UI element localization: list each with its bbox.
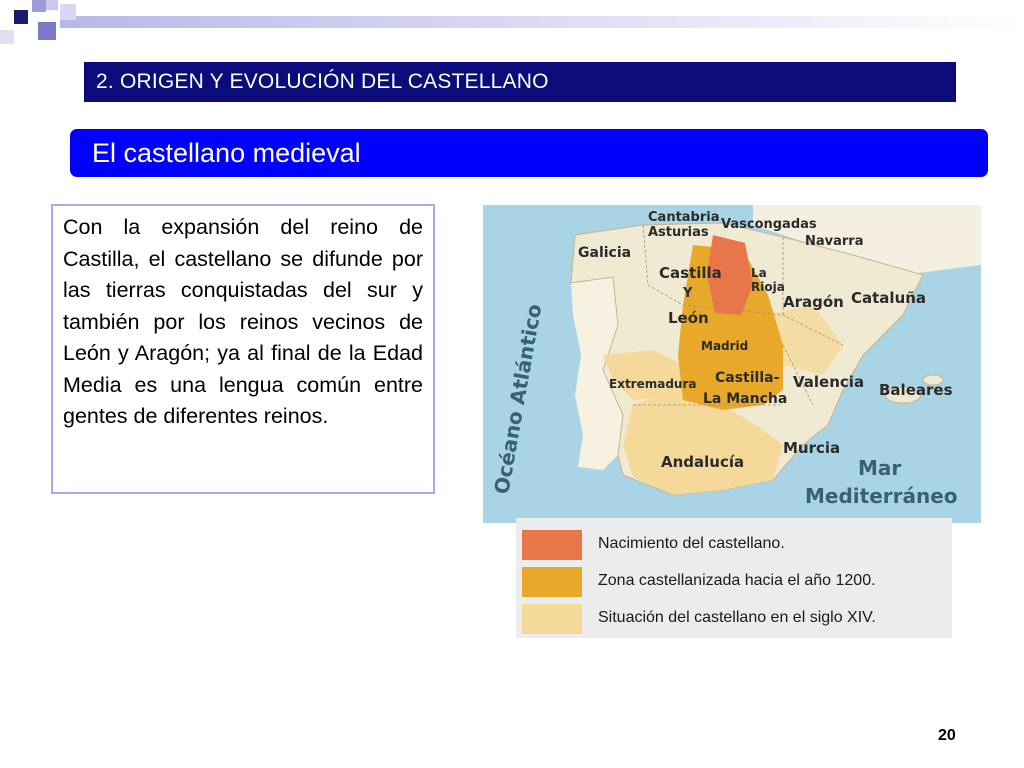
- label-vascongadas: Vascongadas: [721, 217, 817, 232]
- legend-swatch: [522, 604, 582, 634]
- section-title: 2. ORIGEN Y EVOLUCIÓN DEL CASTELLANO: [96, 70, 549, 93]
- sea-label-mediterraneo: Mediterráneo: [805, 484, 958, 508]
- body-text-box: [51, 204, 435, 494]
- label-rioja: Rioja: [751, 280, 785, 294]
- legend-swatch: [522, 567, 582, 597]
- label-galicia: Galicia: [578, 245, 632, 261]
- sea-label-mar: Mar: [858, 456, 902, 480]
- label-navarra: Navarra: [805, 234, 864, 249]
- label-madrid: Madrid: [701, 339, 749, 353]
- body-text: Con la expansión del reino de Castilla, el castellano se difunde por las tierras conquistadas del sur y también por los reinos vecinos de León y Aragón; ya al final de la Edad Media es una lengua común entre gentes de diferentes reinos.: [63, 215, 423, 428]
- legend-item: [522, 604, 942, 634]
- svg-text:Océano Atlántico: Océano Atlántico: [489, 302, 547, 496]
- section-header: [84, 62, 956, 102]
- legend-item: [522, 530, 942, 560]
- label-asturias: Asturias: [648, 225, 709, 240]
- legend-label: Situación del castellano en el siglo XIV.: [598, 609, 876, 626]
- slide-subtitle: El castellano medieval: [92, 138, 361, 168]
- top-decoration-bar: [0, 0, 1024, 46]
- legend-item: [522, 567, 942, 597]
- legend-label: Nacimiento del castellano.: [598, 535, 785, 552]
- label-leon: León: [668, 309, 709, 327]
- label-la-mancha: La Mancha: [703, 391, 788, 407]
- label-y: Y: [683, 286, 693, 301]
- label-cataluna: Cataluña: [851, 289, 927, 307]
- label-valencia: Valencia: [793, 373, 865, 391]
- spain-map-image: [483, 205, 981, 523]
- slide-subtitle-bar: [70, 129, 988, 177]
- spain-map: [483, 205, 981, 523]
- label-castilla-2: Castilla-: [715, 370, 780, 386]
- label-extremadura: Extremadura: [609, 377, 697, 391]
- label-aragon: Aragón: [783, 293, 844, 311]
- label-castilla: Castilla: [659, 264, 722, 282]
- label-murcia: Murcia: [783, 439, 841, 457]
- label-andalucia: Andalucía: [661, 453, 745, 471]
- label-cantabria: Cantabria: [648, 210, 720, 225]
- page-number: 20: [938, 727, 956, 744]
- label-baleares: Baleares: [879, 381, 953, 399]
- label-la: La: [751, 266, 767, 280]
- map-legend: [516, 518, 952, 638]
- legend-swatch: [522, 530, 582, 560]
- legend-label: Zona castellanizada hacia el año 1200.: [598, 572, 876, 589]
